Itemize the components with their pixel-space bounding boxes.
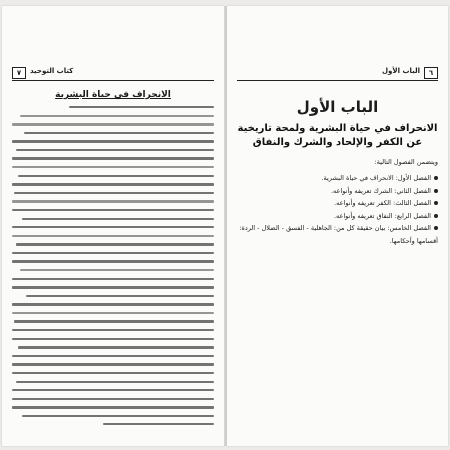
left-page-header: [12, 66, 214, 81]
bullet-icon: [434, 176, 438, 180]
body-text-lines: [12, 106, 214, 425]
running-header: الباب الأول: [381, 67, 420, 75]
list-item: الفصل الأول: الانحراف في حياة البشرية.: [237, 172, 438, 185]
page-number: ٧: [12, 67, 26, 79]
right-page: [227, 6, 448, 446]
list-item: الفصل الثالث: الكفر تعريفه وأنواعه.: [237, 197, 438, 210]
chapter-subtitle: الانحراف في حياة البشرية ولمحة تاريخية عن الكفر والإلحاد والشرك والنفاق: [237, 123, 438, 148]
chapter-intro: ويتضمن الفصول التالية:: [374, 158, 438, 166]
bullet-icon: [434, 201, 438, 205]
page-number: ٦: [424, 67, 438, 79]
book-spread: [2, 6, 448, 446]
list-item: الفصل الثاني: الشرك تعريفه وأنواعه.: [237, 185, 438, 198]
bullet-icon: [434, 189, 438, 193]
right-page-content: [237, 88, 438, 440]
section-title: الانحراف في حياة البشرية: [55, 90, 171, 100]
list-item: الفصل الخامس: بيان حقيقة كل من: الجاهلية - الفسق - الضلال - الردة: أقسامها وأحكامها.: [239, 224, 438, 245]
chapter-contents-list: [237, 172, 438, 247]
bullet-icon: [434, 226, 438, 230]
right-page-header: [237, 66, 438, 81]
left-page-content: [12, 88, 214, 440]
bullet-icon: [434, 214, 438, 218]
list-item: الفصل الرابع: النفاق تعريفه وأنواعه.: [237, 210, 438, 223]
running-header: كتاب التوحيد: [30, 67, 74, 75]
chapter-title: الباب الأول: [296, 98, 379, 116]
left-page: [2, 6, 224, 446]
